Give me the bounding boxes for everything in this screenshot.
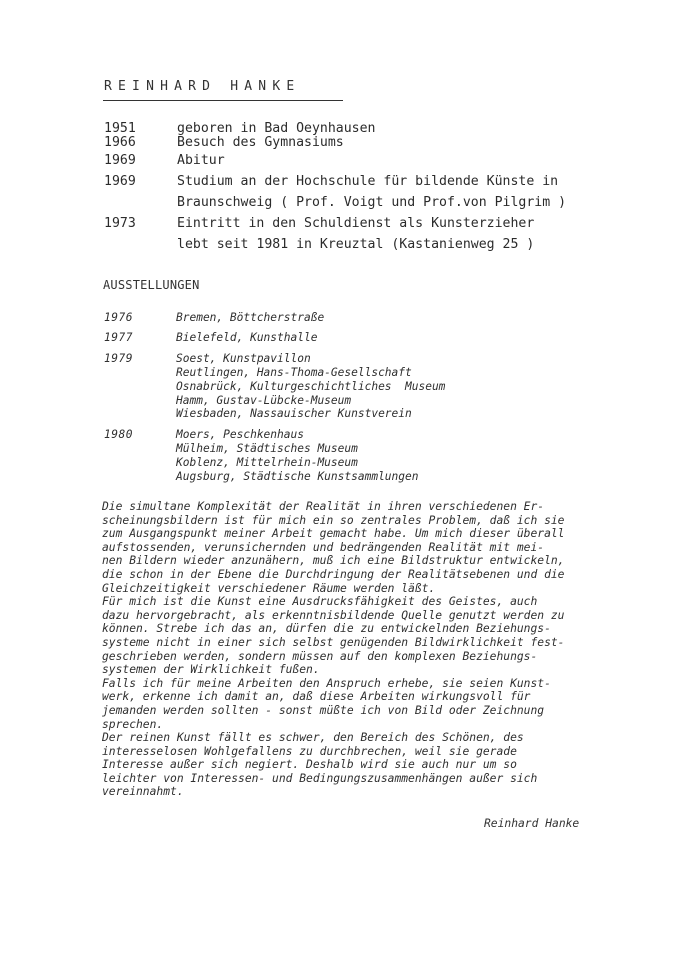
exhibition-venue: Osnabrück, Kulturgeschichtliches Museum (176, 380, 446, 393)
bio-year: 1973 (104, 216, 136, 231)
bio-text: Braunschweig ( Prof. Voigt und Prof.von Pilgrim ) (177, 195, 567, 210)
bio-year: 1969 (104, 174, 136, 189)
exhibition-venue: Koblenz, Mittelrhein-Museum (176, 456, 358, 469)
statement-line: die schon in der Ebene die Durchdringung der Realitätsebenen und die (102, 567, 565, 581)
statement-line: Interesse außer sich negiert. Deshalb wird sie auch nur um so (102, 758, 517, 772)
statement-line: interesselosen Wohlgefallens zu durchbrechen, weil sie gerade (102, 744, 517, 758)
statement-line: geschrieben werden, sondern müssen auf den komplexen Beziehungs- (102, 649, 538, 663)
exhibition-year: 1977 (104, 331, 133, 344)
exhibition-year: 1979 (104, 352, 133, 365)
bio-text: lebt seit 1981 in Kreuztal (Kastanienweg 25 ) (177, 237, 535, 252)
exhibition-year: 1980 (104, 428, 133, 441)
artist-statement (102, 500, 662, 799)
artist-name-title: REINHARD HANKE (104, 79, 301, 94)
statement-line: werk, erkenne ich damit an, daß diese Arbeiten wirkungsvoll für (102, 690, 531, 704)
statement-line: leichter von Interessen- und Bedingungszusammenhängen außer sich (102, 771, 538, 785)
bio-year: 1969 (104, 153, 136, 168)
exhibitions-heading: AUSSTELLUNGEN (103, 278, 200, 292)
exhibition-venue: Mülheim, Städtisches Museum (176, 442, 358, 455)
exhibition-venue: Wiesbaden, Nassauischer Kunstverein (176, 407, 412, 420)
statement-line: scheinungsbildern ist für mich ein so zentrales Problem, daß ich sie (102, 513, 565, 527)
title-underline (103, 100, 343, 101)
statement-line: können. Strebe ich das an, dürfen die zu entwickelnden Beziehungs- (102, 622, 551, 636)
statement-line: jemanden werden sollten - sonst müßte ich von Bild oder Zeichnung (102, 703, 545, 717)
bio-text: Besuch des Gymnasiums (177, 135, 344, 150)
signature: Reinhard Hanke (484, 817, 580, 830)
exhibition-venue: Augsburg, Städtische Kunstsammlungen (176, 470, 419, 483)
statement-line: vereinnahmt. (102, 785, 184, 799)
exhibition-venue: Soest, Kunstpavillon (176, 352, 311, 365)
bio-text: Abitur (177, 153, 225, 168)
exhibition-venue: Bielefeld, Kunsthalle (176, 331, 318, 344)
statement-line: systemen der Wirklichkeit fußen. (102, 663, 320, 677)
bio-year: 1966 (104, 135, 136, 150)
statement-line: Die simultane Komplexität der Realität in ihren verschiedenen Er- (102, 500, 545, 513)
exhibition-venue: Bremen, Böttcherstraße (176, 311, 325, 324)
statement-line: dazu hervorgebracht, als erkenntnisbildende Quelle genutzt werden zu (102, 608, 565, 622)
statement-line: Für mich ist die Kunst eine Ausdrucksfähigkeit des Geistes, auch (102, 595, 538, 609)
statement-line: Gleichzeitigkeit verschiedener Räume werden läßt. (102, 581, 436, 595)
statement-line: nen Bildern wieder anzunähern, muß ich eine Bildstruktur entwickeln, (102, 554, 565, 568)
statement-line: systeme nicht in einer sich selbst genügenden Bildwirklichkeit fest- (102, 635, 565, 649)
statement-line: Der reinen Kunst fällt es schwer, den Bereich des Schönen, des (102, 731, 524, 745)
exhibition-venue: Reutlingen, Hans-Thoma-Gesellschaft (176, 366, 412, 379)
bio-text: geboren in Bad Oeynhausen (177, 121, 376, 136)
statement-line: zum Ausgangspunkt meiner Arbeit gemacht habe. Um mich dieser überall (102, 527, 565, 541)
statement-line: Falls ich für meine Arbeiten den Anspruch erhebe, sie seien Kunst- (102, 676, 551, 690)
statement-line: aufstossenden, verunsichernden und bedrängenden Realität mit mei- (102, 540, 545, 554)
exhibition-venue: Moers, Peschkenhaus (176, 428, 304, 441)
bio-text: Eintritt in den Schuldienst als Kunsterzieher (177, 216, 535, 231)
statement-line: sprechen. (102, 717, 164, 731)
bio-text: Studium an der Hochschule für bildende Künste in (177, 174, 559, 189)
exhibition-year: 1976 (104, 311, 133, 324)
bio-year: 1951 (104, 121, 136, 136)
exhibition-venue: Hamm, Gustav-Lübcke-Museum (176, 394, 352, 407)
